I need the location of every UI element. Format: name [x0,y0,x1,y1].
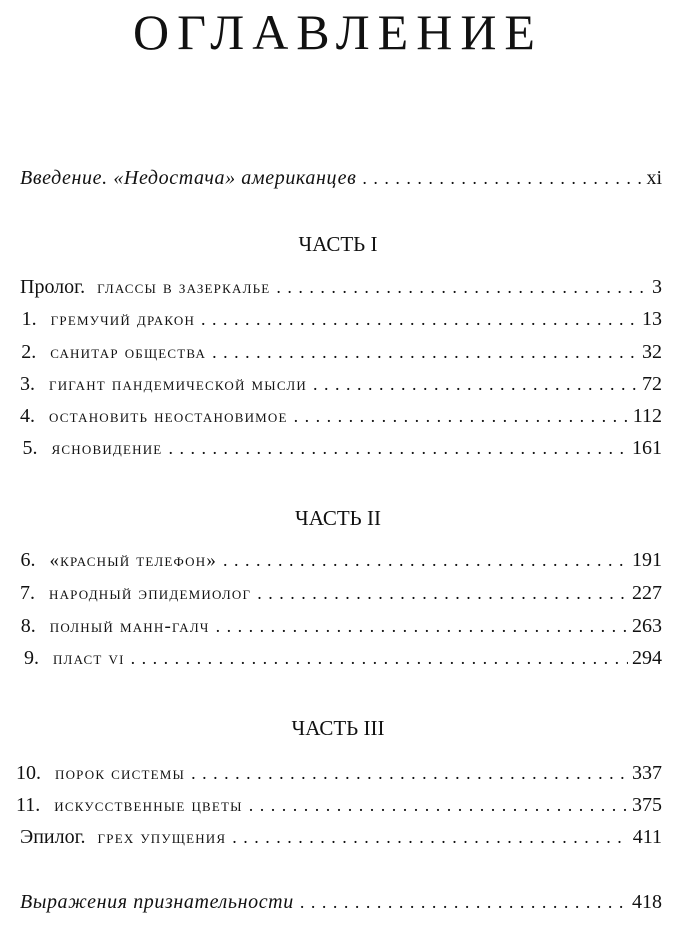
chapter-name: гигант пандемической мысли [49,374,307,395]
dot-leader [223,545,628,575]
dot-leader [216,611,628,641]
toc-entry-chapter-11[interactable] [16,790,662,820]
page-number: 161 [632,437,662,459]
page-number: 294 [632,647,662,669]
epilogue-name: грех упущения [97,827,227,848]
chapter-number: 10. [16,762,41,784]
toc-entry-chapter-2[interactable] [20,337,662,367]
toc-entry-chapter-3[interactable] [20,369,662,399]
part-1-heading: ЧАСТЬ I [298,232,378,256]
chapter-number: 1. [21,308,37,330]
toc-entry-acknowledgements[interactable] [20,887,662,917]
toc-title: ОГЛАВЛЕНИЕ [133,4,543,60]
chapter-name: ясновидение [51,438,163,459]
dot-leader [232,822,628,852]
chapter-name: полный манн-галч [49,616,210,637]
toc-entry-chapter-1[interactable] [20,304,662,334]
chapter-name: гремучий дракон [50,309,196,330]
chapter-name: санитар общества [50,342,207,363]
chapter-number: 8. [20,615,36,637]
page-number: 227 [632,582,662,604]
toc-entry-epilogue[interactable] [20,822,662,852]
epilogue-lead: Эпилог. [20,826,86,848]
chapter-number: 9. [23,647,39,669]
toc-entry-chapter-9[interactable] [20,643,662,673]
page-number: 337 [632,762,662,784]
chapter-name: порок системы [55,763,186,784]
part-3-heading: ЧАСТЬ III [291,716,385,740]
toc-entry-chapter-7[interactable] [20,578,662,608]
introduction-label: Введение. «Недостача» американцев [20,167,357,189]
chapter-number: 5. [22,437,38,459]
page-number: 3 [652,276,662,298]
toc-entry-chapter-4[interactable] [20,401,662,431]
chapter-name: «красный телефон» [49,550,218,571]
dot-leader [212,337,638,367]
dot-leader [276,272,648,302]
toc-entry-chapter-5[interactable] [20,433,662,463]
toc-entry-prologue[interactable] [20,272,662,302]
chapter-name: народный эпидемиолог [49,583,252,604]
chapter-number: 2. [21,341,37,363]
dot-leader [249,790,628,820]
chapter-name: остановить неостановимое [49,406,288,427]
toc-entry-chapter-6[interactable] [20,545,662,575]
page-number: 375 [632,794,662,816]
part-2-heading: ЧАСТЬ II [295,506,381,530]
page-number: 418 [632,891,662,913]
dot-leader [257,578,628,608]
chapter-number: 11. [16,794,41,816]
acknowledgements-label: Выражения признательности [20,891,294,913]
toc-entry-introduction[interactable] [20,163,662,193]
toc-entry-chapter-10[interactable] [16,758,662,788]
dot-leader [300,887,628,917]
chapter-number: 6. [20,549,36,571]
page-number: 263 [632,615,662,637]
chapter-number: 4. [20,405,35,427]
prologue-name: глассы в зазеркалье [97,277,271,298]
dot-leader [168,433,628,463]
dot-leader [201,304,638,334]
dot-leader [313,369,638,399]
chapter-number: 7. [20,582,35,604]
dot-leader [294,401,629,431]
page-number: 112 [632,405,662,427]
page-number: 72 [642,373,662,395]
toc-entry-chapter-8[interactable] [20,611,662,641]
dot-leader [131,643,628,673]
page-number: 32 [642,341,662,363]
dot-leader [362,163,642,193]
page-number: 13 [642,308,662,330]
page-number: 191 [632,549,662,571]
page-number: 411 [632,826,662,848]
prologue-lead: Пролог. [20,276,86,298]
chapter-name: пласт vi [52,648,125,669]
chapter-name: искусственные цветы [54,795,243,816]
page-number: xi [646,167,662,189]
chapter-number: 3. [20,373,35,395]
dot-leader [191,758,628,788]
